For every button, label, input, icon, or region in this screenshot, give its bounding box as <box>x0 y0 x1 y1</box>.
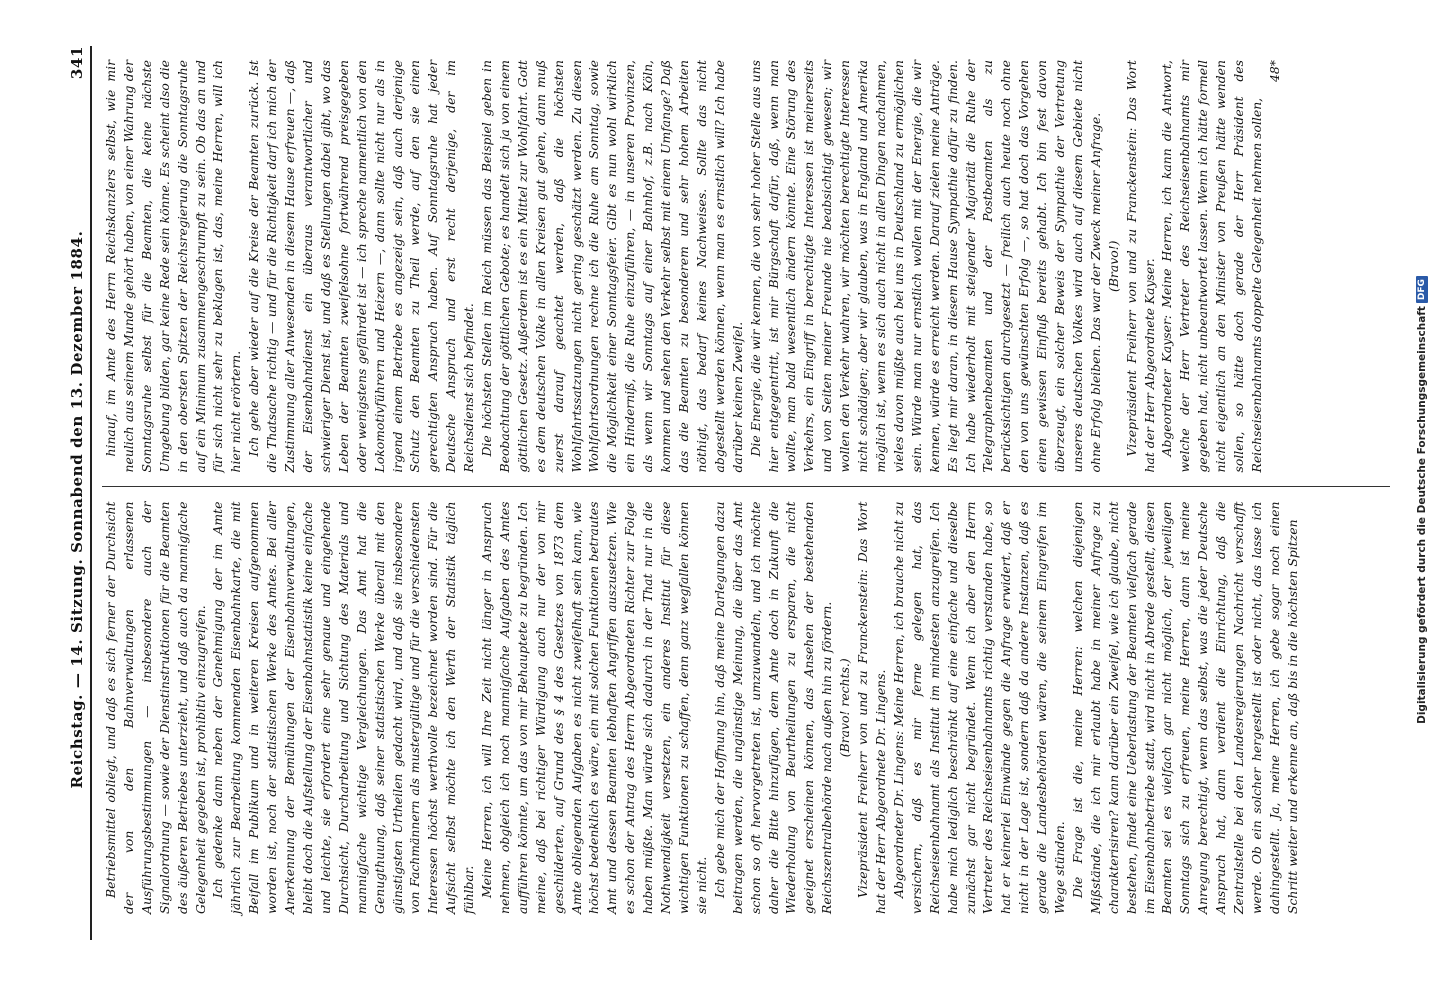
speaker-intro: Vizepräsident Freiherr von und zu Franckenstein: Das Wort hat der Herr Abgeordnete Dr. Lingens. <box>855 501 888 914</box>
running-header-title: Reichstag. — 14. Sitzung. Sonnabend den 13. Dezember 1884. <box>68 230 86 789</box>
credit-text: Digitalisierung gefördert durch die Deutsche Forschungsgemeinschaft <box>1416 306 1428 724</box>
paragraph: Betriebsmittel obliegt, und daß es sich ferner der Durchsicht der von den Bahnverwaltungen erlassenen Ausführungsbestimmungen — insbesondere auch der Signalordnung — sowie der Dienstinstruktionen für die Beamten des äußeren Betriebes unterzieht, und daß auch da mannigfache Gelegenheit gegeben ist, prohibitiv einzugreifen. <box>103 501 208 914</box>
paragraph: Ich gedenke dann neben der Genehmigung der im Amte jährlich zur Bearbeitung kommenden Eisenbahnkarte, die mit Beifall im Publikum und in weiteren Kreisen aufgenommen worden ist, noch der statistischen Werke des Amtes. Bei aller Anerkennung der Bemühungen der Eisenbahnverwaltungen, bleibt doch die Aufstellung der Eisenbahnstatistik keine einfache und leichte, sie erfordert eine sehr genaue und eingehende Durchsicht, Durcharbeitung und Sichtung des Materials und mannigfache wichtige Vergleichungen. Das Amt hat die Genugthuung, daß seiner statistischen Werke überall mit den günstigsten Urtheilen gedacht wird, und daß sie insbesondere von Fachmännern als mustergültige und für die verschiedensten Interessen höchst werthvolle bezeichnet worden sind. Für die Aufsicht selbst möchte ich den Werth der Statistik täglich fühlbar. <box>210 501 477 914</box>
digitization-credit <box>1412 0 1432 1000</box>
paragraph: Die Energie, die wir kennen, die von sehr hoher Stelle aus uns hier entgegentritt, ist mir Bürgschaft dafür, daß, wenn man wollte, man bald wesentlich ändern könnte. Eine Störung des Verkehrs, ein Eingriff in berechtigte Interessen ist meinerseits und von Seiten meiner Freunde nie beabsichtigt gewesen; wir wollen den Verkehr wahren, wir möchten berechtigte Interessen nicht schädigen; aber wir glauben, was in England und Amerika möglich ist, wenn es sich auch nicht in allen Dingen nachahmen, vieles davon müßte auch bei uns in Deutschland zu ermöglichen sein. Würde man nur ernstlich wollen mit der Energie, die wir kennen, würde es erreicht werden. Darauf zielen meine Anträge. Es liegt mir daran, in diesem Hause Sympathie dafür zu finden. Ich habe wiederholt mit steigender Majorität die Ruhe der Telegraphenbeamten und der Postbeamten als zu berücksichtigen durchgesetzt — freilich auch heute noch ohne den von uns gewünschten Erfolg —, so hat doch das Vorgehen einen gewissen Einfluß bereits gehabt. Ich bin fest davon überzeugt, ein solcher Beweis der Sympathie der Vertretung unseres deutschen Volkes wird auch auf diesem Gebiete nicht ohne Erfolg bleiben. Das war der Zweck meiner Anfrage. <box>747 60 1103 473</box>
paragraph: Ich gehe aber wieder auf die Kreise der Beamten zurück. Ist die Thatsache richtig — und für die Richtigkeit darf ich mich der Zustimmung aller Anwesenden in diesem Hause erfreuen —, daß der Eisenbahndienst ein überaus verantwortlicher und schwieriger Dienst ist, und daß es Stellungen dabei gibt, wo das Leben der Beamten zweifelsohne fortwährend preisgegeben oder wenigstens gefährdet ist — ich spreche namentlich von den Lokomotivführern und Heizern —, dann sollte nicht nur als in irgend einem Betriebe es angezeigt sein, daß auch derjenige Schutz den Beamten zu Theil werde, auf den sie einen gerechtigten Anspruch haben. Auf Sonntagsruhe hat jeder Deutsche Anspruch und erst recht derjenige, der im Reichsdienst sich befindet. <box>246 60 477 473</box>
text-columns <box>102 46 1390 928</box>
applause-note: (Bravo! rechts.) <box>837 658 853 758</box>
dfg-logo: DFG <box>1416 276 1428 303</box>
speaker-intro: Vizepräsident Freiherr von und zu Franckenstein: Das Wort hat der Herr Abgeordnete Kayser. <box>1123 60 1157 473</box>
credit-line <box>1415 0 1429 1000</box>
paragraph: Abgeordneter Kayser: Meine Herren, ich kann die Antwort, welche der Herr Vertreter des Reichseisenbahnamts mir gegeben hat, nicht unbeantwortet lassen. Wenn ich hätte formell nicht eigentlich an den Minister von Preußen hätte wenden sollen, so hätte doch gerade der Herr Präsident des Reichseisenbahnamts doppelte Gelegenheit nehmen sollen, <box>1159 60 1264 473</box>
paragraph: Die Frage ist die, meine Herren: welchen diejenigen Mißstände, die ich mir erlaubt habe in meiner Anfrage zu charakterisiren? kann darüber ein Zweifel, wie ich glaube, nicht bestehen, findet eine Ueberlastung der Beamten vielfach gerade im Eisenbahnbetriebe statt, wird nicht in Abrede gestellt, diesen Beamten sei es vielfach gar nicht möglich, der jeweiligen Sonntags sich zu erfreuen, meine Herren, dann ist meine Anregung berechtigt, wenn das selbst, was die jeder Deutsche Anspruch hat, dann verdient die Einrichtung, daß die Zentralstelle bei den Landesregierungen Nachricht verschafft werde. Ob ein solcher hergestellt ist oder nicht, das lasse ich dahingestellt. Ja, meine Herren, ich gebe sogar noch einen Schritt weiter und erkenne an, daß bis in die höchsten Spitzen <box>1069 501 1300 914</box>
running-header <box>58 46 86 940</box>
paragraph: Die höchsten Stellen im Reich müssen das Beispiel geben in Beobachtung der göttlichen Gebote; es handelt sich ja von einem göttlichen Gesetz. Außerdem ist es ein Mittel zur Wohlfahrt. Gott es dem deutschen Volke in allen Kreisen gut gehen, dann muß zuerst darauf geachtet werden, daß die höchsten Wohlfahrtssatzungen nicht gering geschätzt werden. Zu diesen Wohlfahrtsordnungen rechne ich die Ruhe am Sonntag, sowie die Möglichkeit einer Sonntagsfeier. Gibt es nun wohl wirklich ein Hinderniß, die Ruhe einzuführen, — in unseren Provinzen, als wenn wir Sonntags auf einer Bahnhof, z.B. nach Köln, kommen und sehen den Verkehr selbst mit einem Umfange? Daß das die Beamten zu besonderem und sehr hohem Arbeiten nöthigt, das bedarf keines Nachweises. Sollte das nicht abgestellt werden können, wenn man es ernstlich will? Ich habe darüber keinen Zweifel. <box>479 60 745 473</box>
applause-note: (Bravo!) <box>1105 240 1121 293</box>
paragraph: Meine Herren, ich will Ihre Zeit nicht länger in Anspruch nehmen, obgleich ich noch mannigfache Aufgaben des Amtes aufführen könnte, um das von mir Behauptete zu begründen. Ich meine, daß bei richtiger Würdigung auch nur der von mir geschilderten, auf Grund des § 4 des Gesetzes von 1873 dem Amte obliegenden Aufgaben es nicht zweifelhaft sein kann, wie höchst bedenklich es wäre, ein mit solchen Funktionen betrautes Amt und dessen Beamten lebhaften Angriffen auszusetzen. Wie es schon der Antrag des Herrn Abgeordneten Richter zur Folge haben müßte. Man würde sich dadurch in der That nur in die Nothwendigkeit versetzen, ein anderes Institut für diese wichtigen Funktionen zu schaffen, denn ganz wegfallen können sie nicht. <box>479 501 709 914</box>
page-number: 341 <box>68 46 86 80</box>
right-column <box>102 46 1390 487</box>
paragraph: Ich gebe mich der Hoffnung hin, daß meine Darlegungen dazu beitragen werden, die ungünstige Meinung, die über das Amt schon so oft hervorgetreten ist, umzuwandeln, und ich möchte daher die Bitte hinzufügen, dem Amte doch in Zukunft die Wiederholung von Beurtheilungen zu ersparen, die nicht geeignet erscheinen können, das Ansehen der bestehenden Reichszentralbehörde nach außen hin zu fördern. <box>711 501 835 914</box>
signature-mark: 48* <box>1266 60 1282 82</box>
header-rule <box>90 46 92 940</box>
column-divider <box>102 487 1390 488</box>
left-column <box>102 488 1390 929</box>
paragraph: Abgeordneter Dr. Lingens: Meine Herren, ich brauche nicht zu versichern, daß es mir ferne gelegen hat, das Reichseisenbahnamt als Institut im mindesten anzugreifen. Ich habe mich lediglich beschränkt auf eine einfache und dieselbe zunächst gar nicht begründet. Wenn ich aber den Herrn Vertreter des Reichseisenbahnamts richtig verstanden habe, so hat er keinerlei Einwände gegen die Anfrage erwidert, daß er nicht in der Lage ist, sondern daß da andere Instanzen, daß es gerade die Landesbehörden wären, die seinem Eingreifen im Wege stünden. <box>890 501 1068 914</box>
document-sheet <box>24 26 1404 968</box>
paragraph: hinauf, im Amte des Herrn Reichskanzlers selbst, wie mir neulich aus seinem Munde gehört haben, von einer Wahrung der Sonntagsruhe selbst für die Beamten, die keine nächste Umgebung bilden, gar keine Rede sein könne. Es scheint also die in den obersten Spitzen der Reichsregierung die Sonntagsruhe auf ein Minimum zusammengeschrumpft zu sein. Ob das an und für sich nicht sehr zu beklagen ist, das, meine Herren, will ich hier nicht erörtern. <box>103 60 244 473</box>
